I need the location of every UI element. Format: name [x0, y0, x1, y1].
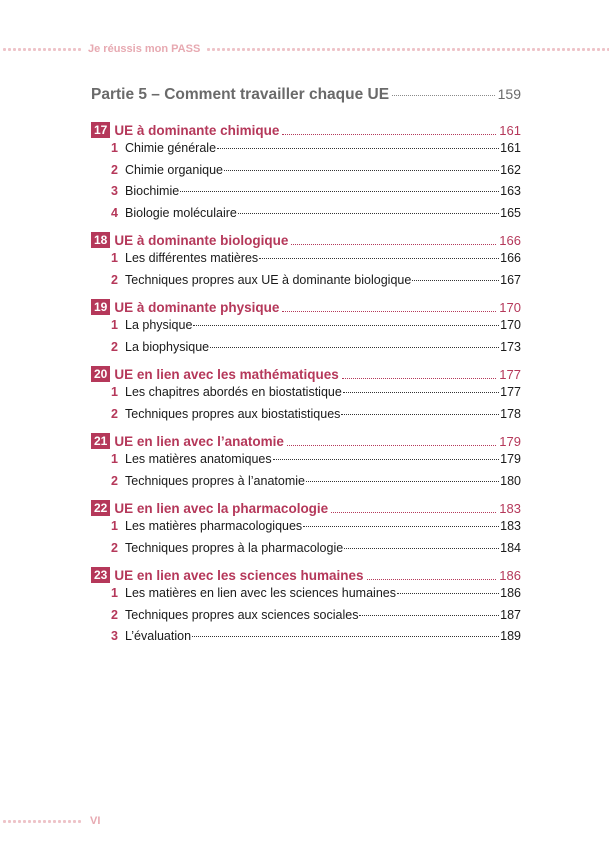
dot-leader — [331, 512, 496, 513]
section-entry[interactable] — [91, 629, 521, 651]
section-title: La biophysique — [125, 339, 210, 354]
section-entry[interactable] — [91, 608, 521, 630]
section-number: 2 — [111, 607, 118, 622]
dot-leader — [193, 325, 499, 326]
section-entry[interactable] — [91, 519, 521, 541]
section-title: Les différentes matières — [125, 251, 259, 265]
section-title: Biologie moléculaire — [125, 205, 237, 220]
section-number: 1 — [111, 452, 118, 466]
section-number: 1 — [111, 385, 118, 399]
section-page: 165 — [500, 205, 521, 220]
section-page: 162 — [500, 162, 521, 177]
dot-leader — [287, 445, 496, 446]
dot-leader — [291, 244, 496, 245]
section-title: Techniques propres à la pharmacologie — [125, 540, 344, 555]
section-entry[interactable] — [91, 474, 521, 496]
section-number: 1 — [111, 141, 118, 155]
dot-leader — [359, 615, 499, 616]
chapter-number: 21 — [91, 433, 110, 449]
section-page: 163 — [500, 184, 521, 198]
part-page: 159 — [497, 86, 521, 102]
dot-leader — [344, 548, 499, 549]
section-title: Techniques propres aux UE à dominante biologique — [125, 272, 412, 287]
part-heading[interactable] — [91, 86, 521, 112]
section-number: 1 — [111, 318, 118, 332]
section-number: 1 — [111, 586, 118, 600]
chapter-number: 23 — [91, 567, 110, 583]
section-entry[interactable] — [91, 586, 521, 608]
section-number: 1 — [111, 519, 118, 533]
dot-leader — [192, 636, 499, 637]
section-title: Techniques propres aux sciences sociales — [125, 607, 359, 622]
chapter-page: 177 — [499, 366, 521, 382]
section-title: L’évaluation — [125, 629, 192, 643]
section-entry[interactable] — [91, 184, 521, 206]
chapter-title: UE à dominante chimique — [114, 122, 280, 138]
dot-leader — [259, 258, 499, 259]
section-entry[interactable] — [91, 273, 521, 295]
chapter-title: UE à dominante physique — [114, 299, 280, 315]
footer-dots — [2, 819, 82, 824]
section-entry[interactable] — [91, 541, 521, 563]
chapter-page: 166 — [499, 232, 521, 248]
section-title: Les matières en lien avec les sciences humaines — [125, 586, 396, 600]
section-page: 186 — [500, 586, 521, 600]
chapter-page: 179 — [499, 433, 521, 449]
section-number: 1 — [111, 251, 118, 265]
dot-leader — [224, 170, 499, 171]
chapter-number: 19 — [91, 299, 110, 315]
section-entry[interactable] — [91, 251, 521, 273]
dot-leader — [180, 191, 499, 192]
section-entry[interactable] — [91, 452, 521, 474]
chapter-entry[interactable] — [91, 120, 521, 140]
chapter-page: 161 — [499, 122, 521, 138]
dot-leader — [341, 414, 499, 415]
dot-leader — [306, 481, 499, 482]
chapter-title: UE à dominante biologique — [114, 232, 289, 248]
chapter-number: 20 — [91, 366, 110, 382]
section-page: 189 — [500, 629, 521, 643]
chapter-entry[interactable] — [91, 230, 521, 250]
running-title: Je réussis mon PASS — [88, 43, 201, 55]
section-entry[interactable] — [91, 407, 521, 429]
dot-leader — [303, 526, 499, 527]
section-page: 184 — [500, 540, 521, 555]
chapter-title: UE en lien avec les sciences humaines — [114, 567, 364, 583]
dot-leader — [217, 148, 499, 149]
section-title: Techniques propres aux biostatistiques — [125, 406, 341, 421]
section-page: 180 — [500, 473, 521, 488]
dot-leader — [210, 347, 499, 348]
section-number: 3 — [111, 629, 118, 643]
chapter-list — [91, 120, 521, 651]
section-page: 166 — [500, 251, 521, 265]
section-page: 170 — [500, 318, 521, 332]
header-dots-left — [2, 47, 82, 52]
chapter-entry[interactable] — [91, 565, 521, 585]
section-entry[interactable] — [91, 163, 521, 185]
running-header — [0, 40, 611, 58]
section-number: 2 — [111, 473, 118, 488]
section-page: 177 — [500, 385, 521, 399]
page-number: VI — [90, 815, 101, 827]
dot-leader — [367, 579, 497, 580]
chapter-entry[interactable] — [91, 297, 521, 317]
chapter-number: 17 — [91, 122, 110, 138]
section-page: 183 — [500, 519, 521, 533]
chapter-entry[interactable] — [91, 498, 521, 518]
section-title: Techniques propres à l’anatomie — [125, 473, 305, 488]
section-page: 178 — [500, 406, 521, 421]
section-title: La physique — [125, 318, 193, 332]
section-title: Les chapitres abordés en biostatistique — [125, 385, 342, 399]
section-title: Chimie organique — [125, 162, 223, 177]
section-number: 2 — [111, 339, 118, 354]
section-entry[interactable] — [91, 141, 521, 163]
dot-leader — [392, 95, 495, 96]
chapter-title: UE en lien avec la pharmacologie — [114, 500, 329, 516]
dot-leader — [282, 311, 496, 312]
section-number: 2 — [111, 272, 118, 287]
chapter-number: 22 — [91, 500, 110, 516]
dot-leader — [342, 378, 497, 379]
chapter-page: 170 — [499, 299, 521, 315]
section-page: 167 — [500, 272, 521, 287]
section-number: 3 — [111, 184, 118, 198]
section-page: 187 — [500, 607, 521, 622]
chapter-entry[interactable] — [91, 364, 521, 384]
section-number: 2 — [111, 162, 118, 177]
section-entry[interactable] — [91, 318, 521, 340]
dot-leader — [282, 134, 496, 135]
section-number: 2 — [111, 406, 118, 421]
dot-leader — [343, 392, 499, 393]
section-entry[interactable] — [91, 340, 521, 362]
section-title: Les matières anatomiques — [125, 452, 272, 466]
part-title: Partie 5 – Comment travailler chaque UE — [91, 86, 390, 103]
section-title: Chimie générale — [125, 141, 217, 155]
header-dots-right — [206, 47, 609, 52]
chapter-title: UE en lien avec l’anatomie — [114, 433, 284, 449]
section-title: Les matières pharmacologiques — [125, 519, 303, 533]
section-entry[interactable] — [91, 385, 521, 407]
section-page: 173 — [500, 339, 521, 354]
section-title: Biochimie — [125, 184, 180, 198]
section-page: 161 — [500, 141, 521, 155]
chapter-title: UE en lien avec les mathématiques — [114, 366, 339, 382]
dot-leader — [273, 459, 500, 460]
section-number: 2 — [111, 540, 118, 555]
dot-leader — [412, 280, 499, 281]
dot-leader — [397, 593, 499, 594]
chapter-page: 183 — [499, 500, 521, 516]
table-of-contents — [91, 86, 521, 651]
section-page: 179 — [500, 452, 521, 466]
section-number: 4 — [111, 205, 118, 220]
chapter-number: 18 — [91, 232, 110, 248]
section-entry[interactable] — [91, 206, 521, 228]
page-footer — [0, 812, 100, 830]
dot-leader — [238, 213, 499, 214]
chapter-page: 186 — [499, 567, 521, 583]
chapter-entry[interactable] — [91, 431, 521, 451]
